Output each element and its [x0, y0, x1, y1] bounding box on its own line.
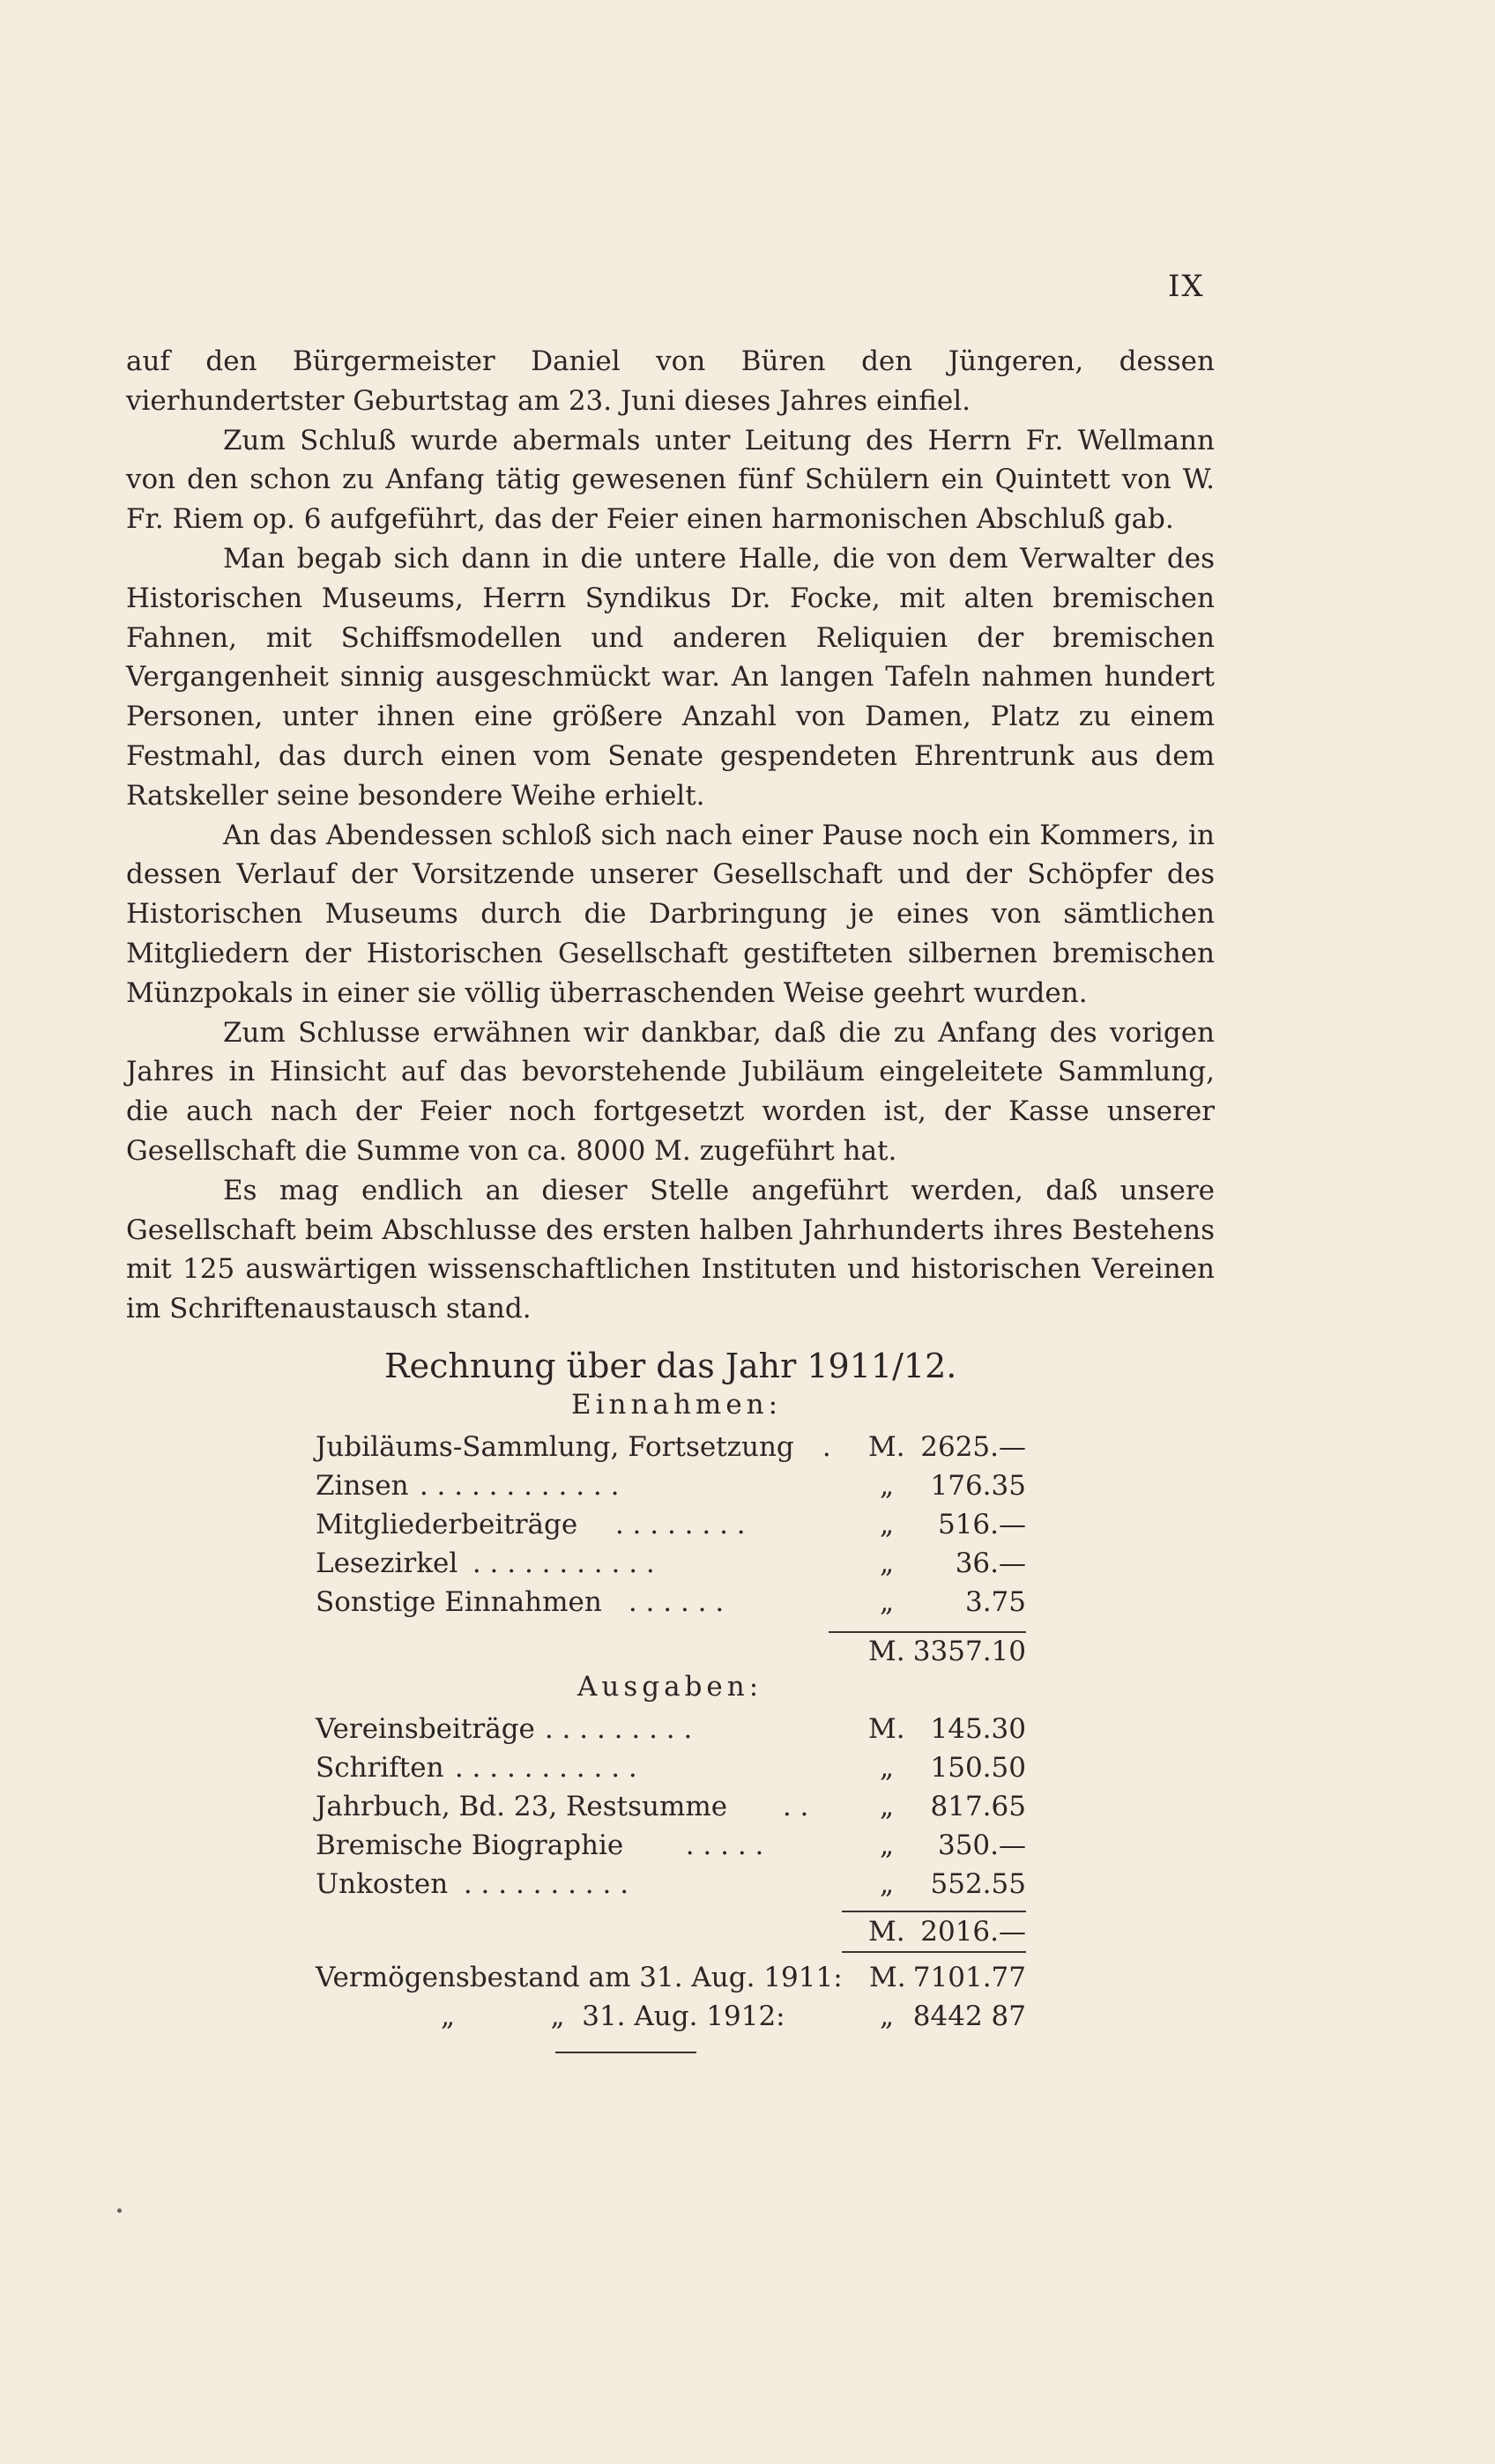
expenses-total — [860, 1912, 1026, 1951]
row-dots: . — [814, 1431, 831, 1463]
paragraph: Zum Schluß wurde abermals unter Leitung des Herrn Fr. Wellmann von den schon zu Anfang tätig gewesenen fünf Schülern ein Quintett von W. Fr. Riem op. 6 aufgeführt, das der Feier einen harmonischen Abschluß gab. — [126, 424, 1215, 536]
row-unit: „ — [880, 1470, 895, 1502]
end-rule — [555, 2052, 696, 2053]
row-unit: „ — [880, 1791, 895, 1822]
paragraph: Es mag endlich an dieser Stelle angeführt werden, daß unsere Gesellschaft beim Abschlusse des ersten halben Jahrhunderts ihres Bestehens mit 125 auswärtigen wissenschaftlichen Instituten und historischen Vereinen im Schriftenaustausch stand. — [126, 1174, 1215, 1325]
row-amount: 817.65 — [930, 1791, 1026, 1822]
income-row — [316, 1428, 1026, 1466]
row-label: Mitgliederbeiträge — [316, 1509, 578, 1540]
total-unit: M. — [868, 1636, 905, 1667]
row-dots: . . . . . . . . . — [536, 1713, 693, 1745]
row-label: Sonstige Einnahmen — [316, 1586, 602, 1618]
row-unit: M. — [868, 1713, 905, 1745]
paragraph: auf den Bürgermeister Daniel von Büren den Jüngeren, dessen vierhundertster Geburtstag am 23. Juni dieses Jahres einfiel. — [126, 345, 1215, 417]
paragraph: Man begab sich dann in die untere Halle, die von dem Verwalter des Historischen Museums, Herrn Syndikus Dr. Focke, mit alten bremischen Fahnen, mit Schiffsmodellen und anderen Reliquien der bremischen Vergangenheit sinnig ausgeschmückt war. An langen Tafeln nahmen hundert Personen, unter ihnen eine größere Anzahl von Damen, Platz zu einem Festmahl, das durch einen vom Senate gespendeten Ehrentrunk aus dem Ratskeller seine besondere Weihe erhielt. — [126, 542, 1215, 812]
row-dots: . . . . . . — [620, 1586, 725, 1618]
row-amount: 150.50 — [930, 1752, 1026, 1784]
row-unit: M. — [869, 1962, 906, 1993]
row-amount: 516.— — [937, 1509, 1026, 1540]
row-amount: 8442 87 — [912, 2000, 1026, 2032]
row-label: Jubiläums-Sammlung, Fortsetzung — [316, 1431, 794, 1463]
row-unit: „ — [880, 1586, 895, 1618]
row-dots: . . . . . — [668, 1829, 764, 1861]
paragraph: Zum Schlusse erwähnen wir dankbar, daß die zu Anfang des vorigen Jahres in Hinsicht auf das bevorstehende Jubiläum eingeleitete Sammlung, die auch nach der Feier noch fortgesetzt worden ist, der Kasse unserer Gesellschaft die Summe von ca. 8000 M. zugeführt hat. — [126, 1016, 1215, 1167]
row-unit: M. — [868, 1431, 905, 1463]
row-dots: . . — [774, 1791, 809, 1822]
total-amount: 2016.— — [920, 1916, 1026, 1948]
expense-row — [316, 1710, 1026, 1748]
expense-row — [316, 1826, 1026, 1865]
row-amount: 552.55 — [930, 1868, 1026, 1900]
row-amount: 2625.— — [920, 1431, 1026, 1463]
row-unit: „ — [880, 1509, 895, 1540]
row-dots: . . . . . . . . . . . — [464, 1547, 655, 1579]
row-amount: 3.75 — [964, 1586, 1026, 1618]
row-amount: 145.30 — [930, 1713, 1026, 1745]
row-amount: 7101.77 — [912, 1962, 1026, 1993]
row-label: Jahrbuch, Bd. 23, Restsumme — [316, 1791, 728, 1822]
row-unit: „ — [880, 1752, 895, 1784]
assets-row — [316, 1997, 1026, 2036]
row-label: Vereinsbeiträge — [316, 1713, 535, 1745]
row-unit: „ — [880, 1868, 895, 1900]
expenses-heading: Ausgaben: — [577, 1671, 763, 1703]
body-text — [126, 342, 1215, 1329]
total-amount: 3357.10 — [912, 1636, 1026, 1667]
row-label: Unkosten — [316, 1868, 449, 1900]
income-total — [860, 1632, 1026, 1671]
row-unit: „ — [880, 1547, 895, 1579]
row-label: Vermögensbestand am 31. Aug. 1911: — [316, 1962, 843, 1993]
row-label: Bremische Biographie — [316, 1829, 624, 1861]
account-title: Rechnung über das Jahr 1911/12. — [384, 1347, 957, 1385]
paragraph: An das Abendessen schloß sich nach einer Pause noch ein Kommers, in dessen Verlauf der Vorsitzende unserer Gesellschaft und der Schöpfer des Historischen Museums durch die Darbringung je eines von sämtlichen Mitgliedern der Historischen Gesellschaft gestifteten silbernen bremischen Münzpokals in einer sie völlig überraschenden Weise geehrt wurden. — [126, 819, 1215, 1009]
row-dots: . . . . . . . . . . . . — [411, 1470, 620, 1502]
row-label: Zinsen — [316, 1470, 409, 1502]
row-dots: . . . . . . . . — [606, 1509, 746, 1540]
income-heading: Einnahmen: — [571, 1389, 783, 1421]
expenses-double-rule — [842, 1951, 1026, 1953]
income-row — [316, 1505, 1026, 1544]
row-label: Schriften — [316, 1752, 444, 1784]
income-row — [316, 1544, 1026, 1583]
total-unit: M. — [868, 1916, 905, 1948]
page-number: IX — [1168, 269, 1205, 304]
row-dots: . . . . . . . . . . . — [446, 1752, 637, 1784]
row-label: „ „ 31. Aug. 1912: — [441, 2000, 785, 2032]
assets-row — [316, 1958, 1026, 1997]
row-label: Lesezirkel — [316, 1547, 458, 1579]
row-dots: . . . . . . . . . . — [455, 1868, 629, 1900]
income-row — [316, 1466, 1026, 1505]
income-row — [316, 1583, 1026, 1622]
row-amount: 176.35 — [930, 1470, 1026, 1502]
expense-row — [316, 1865, 1026, 1904]
row-amount: 36.— — [955, 1547, 1026, 1579]
row-unit: „ — [880, 2000, 895, 2032]
row-amount: 350.— — [937, 1829, 1026, 1861]
expense-row — [316, 1748, 1026, 1787]
row-unit: „ — [880, 1829, 895, 1861]
paper-speck — [117, 2208, 122, 2213]
expense-row — [316, 1787, 1026, 1826]
